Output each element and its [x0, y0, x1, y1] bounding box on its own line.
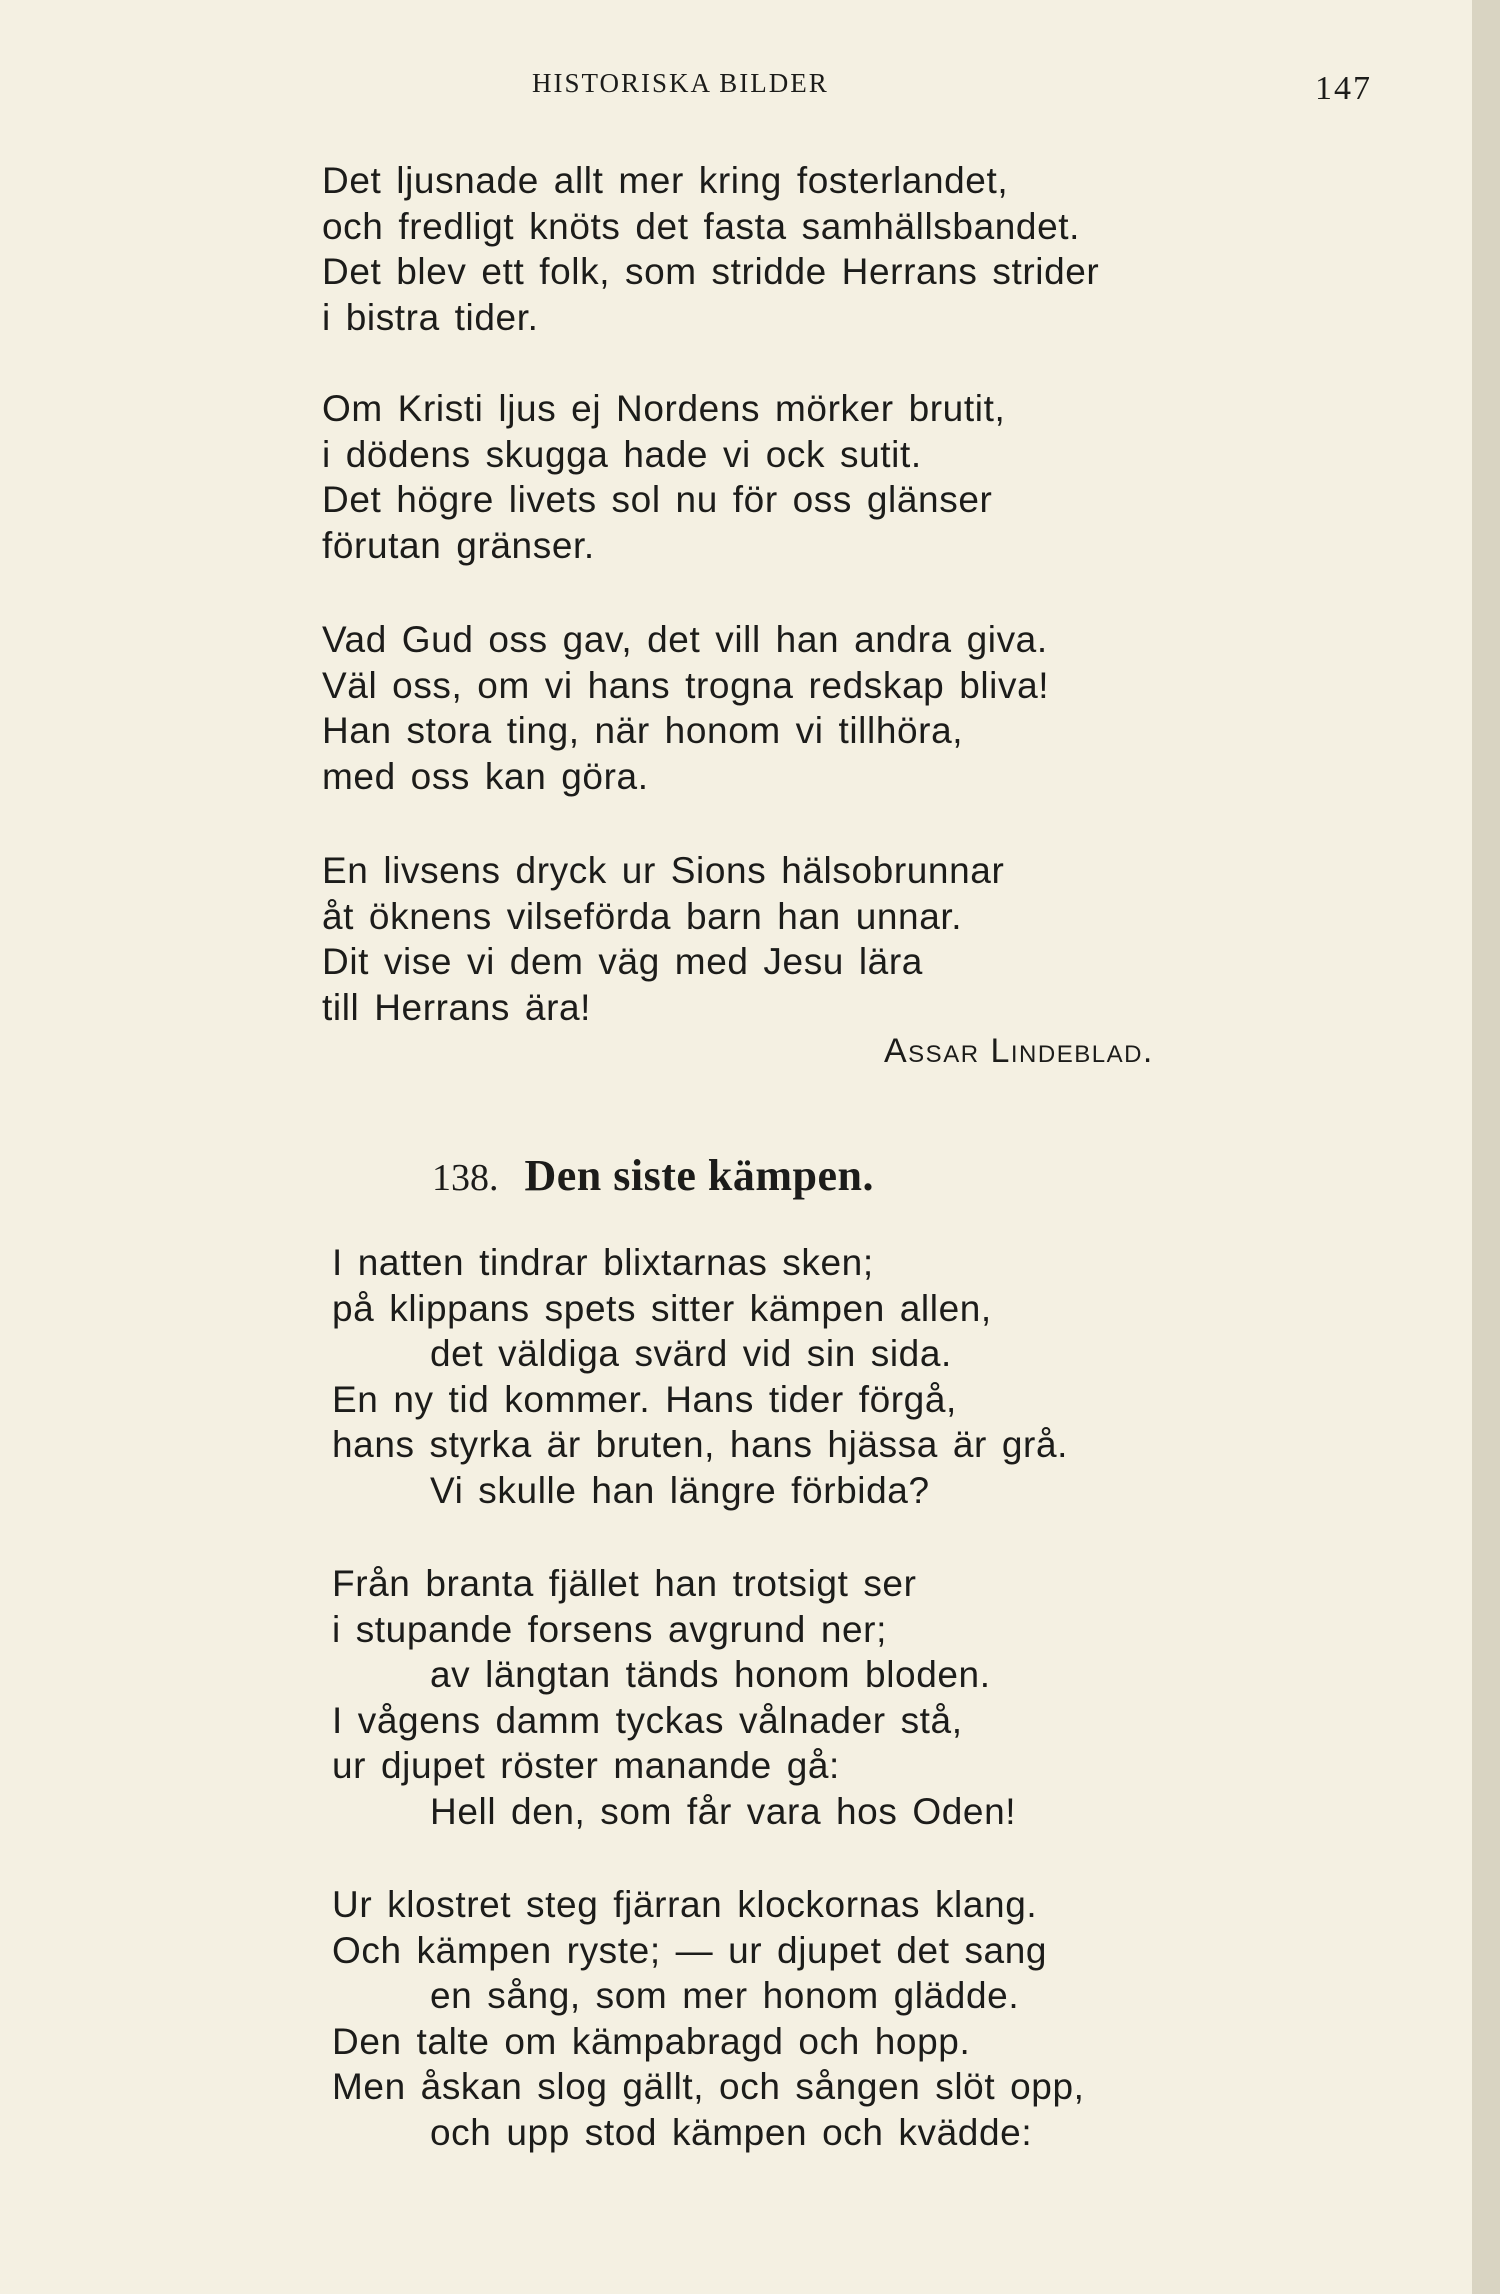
poem-author: Assar Lindeblad.	[884, 1032, 1154, 1070]
poem-line: åt öknens vilseförda barn han unnar.	[322, 895, 963, 937]
poem1-stanza-1	[322, 158, 1099, 340]
poem-line: på klippans spets sitter kämpen allen,	[332, 1287, 992, 1329]
running-title: HISTORISKA BILDER	[532, 68, 829, 98]
poem-line: I natten tindrar blixtarnas sken;	[332, 1242, 874, 1283]
poem-line: med oss kan göra.	[322, 755, 649, 797]
poem-line: En livsens dryck ur Sions hälsobrunnar	[322, 850, 1005, 891]
poem-line: och upp stod kämpen och kvädde:	[430, 2111, 1033, 2153]
poem-line: en sång, som mer honom glädde.	[430, 1975, 1020, 2017]
poem1-stanza-2	[322, 386, 1005, 568]
poem-line: Det högre livets sol nu för oss glänser	[322, 479, 993, 521]
poem-line: till Herrans ära!	[322, 986, 592, 1028]
poem-line: i stupande forsens avgrund ner;	[332, 1608, 887, 1650]
poem-line: Från branta fjället han trotsigt ser	[332, 1563, 917, 1604]
poem-line: Det blev ett folk, som stridde Herrans strider	[322, 251, 1100, 293]
poem-line: förutan gränser.	[322, 524, 595, 566]
poem-line: i dödens skugga hade vi ock sutit.	[322, 433, 922, 475]
poem-title: Den siste kämpen.	[524, 1151, 875, 1200]
poem-line: Ur klostret steg fjärran klockornas klang.	[332, 1884, 1038, 1925]
poem2-stanza-3	[332, 1882, 1085, 2156]
poem-line: Men åskan slog gällt, och sången slöt opp,	[332, 2066, 1085, 2108]
poem-line: och fredligt knöts det fasta samhällsbandet.	[322, 205, 1081, 247]
poem-line: Dit vise vi dem väg med Jesu lära	[322, 941, 923, 983]
poem-line: Väl oss, om vi hans trogna redskap bliva!	[322, 664, 1050, 706]
poem-line: Han stora ting, när honom vi tillhöra,	[322, 710, 964, 752]
poem2-stanza-1	[332, 1240, 1068, 1514]
poem2-stanza-2	[332, 1561, 1016, 1835]
poem-line: i bistra tider.	[322, 296, 539, 338]
poem-line: Hell den, som får vara hos Oden!	[430, 1790, 1017, 1832]
poem-heading	[432, 1150, 874, 1201]
poem-line: Och kämpen ryste; — ur djupet det sang	[332, 1929, 1048, 1971]
poem-line: Om Kristi ljus ej Nordens mörker brutit,	[322, 388, 1006, 429]
poem1-stanza-4	[322, 848, 1004, 1030]
poem-line: Den talte om kämpabragd och hopp.	[332, 2020, 971, 2062]
poem-line: I vågens damm tyckas vålnader stå,	[332, 1699, 963, 1741]
poem-line: av längtan tänds honom bloden.	[430, 1654, 991, 1696]
poem-line: Vad Gud oss gav, det vill han andra giva.	[322, 619, 1048, 660]
poem-line: hans styrka är bruten, hans hjässa är grå.	[332, 1424, 1069, 1466]
poem-line: ur djupet röster manande gå:	[332, 1745, 840, 1787]
page-number: 147	[1315, 70, 1372, 107]
poem-number: 138.	[432, 1157, 499, 1199]
poem-line: En ny tid kommer. Hans tider förgå,	[332, 1378, 957, 1420]
poem-line: Det ljusnade allt mer kring fosterlandet,	[322, 160, 1009, 201]
poem1-stanza-3	[322, 617, 1049, 799]
poem-line: det väldiga svärd vid sin sida.	[430, 1333, 952, 1375]
poem-line: Vi skulle han längre förbida?	[430, 1469, 930, 1511]
